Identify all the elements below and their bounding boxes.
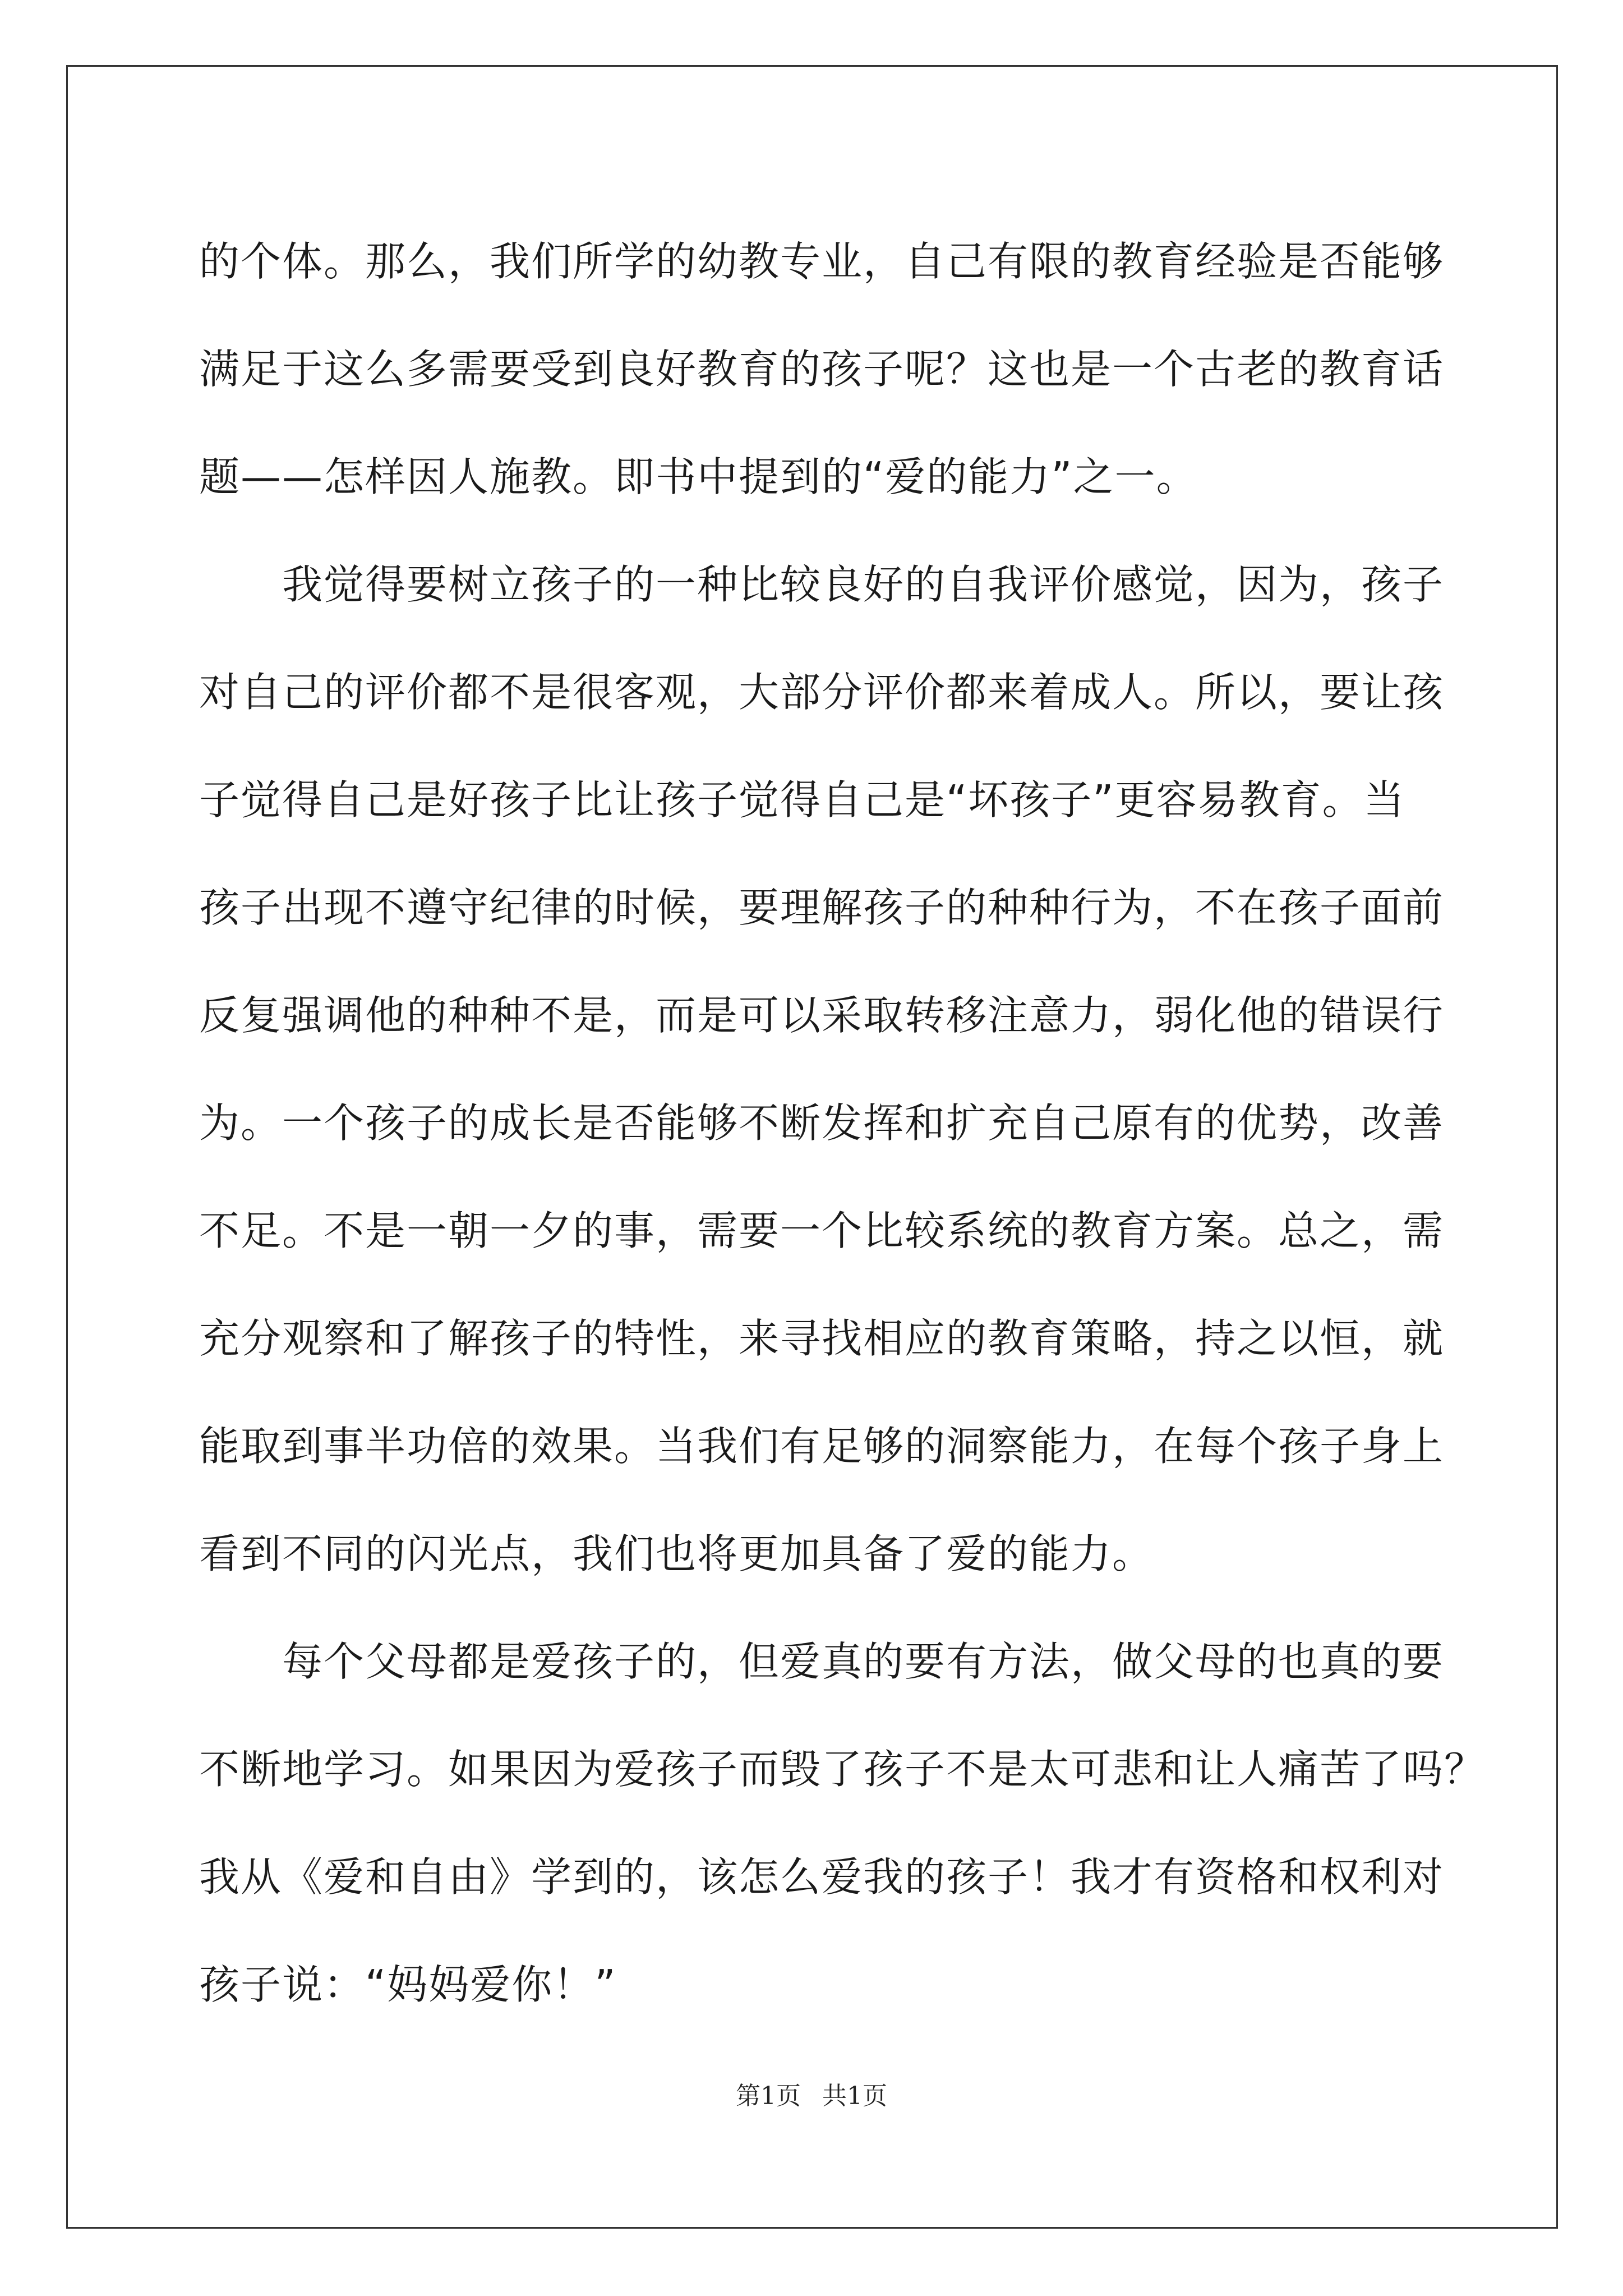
paragraph-2: [199, 531, 1445, 1608]
page-footer: [0, 2076, 1623, 2111]
document-body: [199, 208, 1486, 2039]
text-line: 不足。不是一朝一夕的事，需要一个比较系统的教育方案。总之，需: [199, 1207, 1445, 1254]
paragraph-1: [199, 208, 1445, 531]
text-line: 看到不同的闪光点，我们也将更加具备了爱的能力。: [199, 1530, 1154, 1577]
text-line: 满足于这么多需要受到良好教育的孩子呢？这也是一个古老的教育话: [199, 346, 1445, 393]
text-line: 每个父母都是爱孩子的，但爱真的要有方法，做父母的也真的要: [199, 1638, 1445, 1685]
text-line: 孩子出现不遵守纪律的时候，要理解孩子的种种行为，不在孩子面前: [199, 884, 1445, 931]
page-number-total: 共1页: [822, 2082, 887, 2110]
text-line: 题——怎样因人施教。即书中提到的“爱的能力”之一。: [199, 453, 1198, 500]
text-line: 为。一个孩子的成长是否能够不断发挥和扩充自己原有的优势，改善: [199, 1099, 1445, 1147]
text-line: 反复强调他的种种不是，而是可以采取转移注意力，弱化他的错误行: [199, 992, 1445, 1039]
text-line: 我觉得要树立孩子的一种比较良好的自我评价感觉，因为，孩子: [199, 561, 1445, 608]
page-number-current: 第1页: [736, 2082, 801, 2110]
text-line: 对自己的评价都不是很客观，大部分评价都来着成人。所以，要让孩: [199, 669, 1445, 716]
text-line: 能取到事半功倍的效果。当我们有足够的洞察能力，在每个孩子身上: [199, 1423, 1445, 1470]
text-line: 我从《爱和自由》学到的，该怎么爱我的孩子！我才有资格和权利对: [199, 1853, 1445, 1901]
text-line: 孩子说：“妈妈爱你！”: [199, 1961, 617, 2008]
text-line: 充分观察和了解孩子的特性，来寻找相应的教育策略，持之以恒，就: [199, 1315, 1445, 1362]
paragraph-3: [199, 1608, 1486, 2039]
text-line: 子觉得自己是好孩子比让孩子觉得自己是“坏孩子”更容易教育。当: [199, 776, 1405, 823]
text-line: 的个体。那么，我们所学的幼教专业，自己有限的教育经验是否能够: [199, 238, 1445, 285]
text-line: 不断地学习。如果因为爱孩子而毁了孩子不是太可悲和让人痛苦了吗？: [199, 1746, 1486, 1793]
